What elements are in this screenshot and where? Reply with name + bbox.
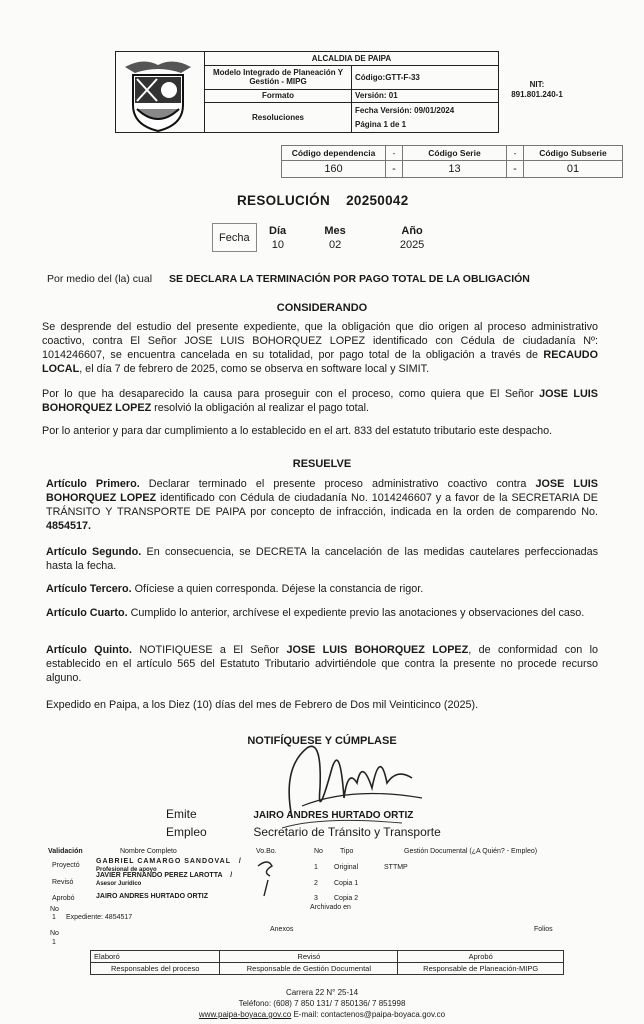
col-name: Nombre Completo [120, 848, 177, 855]
sep: - [507, 161, 524, 178]
copy-1-type: Original [334, 864, 359, 871]
entity-name: ALCALDIA DE PAIPA [205, 52, 499, 66]
considerando-p3: Por lo anterior y para dar cumplimiento a lo establecido en el art. 833 del estatuto tributario este despacho. [42, 425, 553, 437]
issuer-position: Secretario de Tránsito y Transporte [253, 825, 441, 839]
copy-3-no: 3 [314, 895, 318, 902]
month-label: Mes [324, 224, 346, 237]
article-3-text: Ofíciese a quien corresponda. Déjese la constancia de rigor. [131, 583, 424, 595]
reviso-name: JAVIER FERNANDO PEREZ LAROTTA [96, 872, 223, 879]
anexos-label: Anexos [270, 926, 294, 933]
copy-1-dest: STTMP [384, 864, 408, 871]
serie-code-label: Código Serie [403, 146, 507, 161]
col-tipo: Tipo [340, 848, 354, 855]
year-label: Año [401, 224, 423, 237]
resolution-title [237, 193, 409, 208]
empleo-label: Empleo [166, 825, 207, 839]
article-1 [46, 477, 598, 533]
article-1-name: JOSE LUIS BOHORQUEZ LOPEZ [46, 478, 599, 504]
issuer-block [166, 806, 496, 841]
nit-number: 891.801.240-1 [511, 90, 563, 99]
considerando-title: CONSIDERANDO [276, 302, 368, 314]
anexos-no-label: No [50, 930, 59, 937]
date-label: Fecha [213, 224, 257, 252]
article-5 [46, 643, 598, 685]
copy-2-type: Copia 1 [334, 880, 359, 887]
version-date-text: Fecha Versión: 09/01/2024 [355, 106, 455, 116]
reviso-value: Responsable de Gestión Documental [220, 963, 398, 975]
article-5-label: Artículo Quinto. [46, 644, 132, 656]
proyecto-name: GABRIEL CAMARGO SANDOVAL [96, 858, 231, 865]
reviso-role: Asesor Jurídico [96, 881, 142, 887]
classification-codes [281, 145, 623, 178]
issuer-name: JAIRO ANDRES HURTADO ORTIZ [253, 810, 414, 821]
considerando-p2 [42, 387, 598, 415]
col-no: No [314, 848, 323, 855]
nit-block [505, 80, 569, 100]
col-gestion: Gestión Documental (¿A Quién? - Empleo) [404, 848, 538, 855]
proyecto-role: Profesional de apoyo [96, 867, 157, 873]
subject-text: SE DECLARA LA TERMINACIÓN POR PAGO TOTAL DE LA OBLIGACIÓN [168, 273, 530, 285]
slash: / [238, 858, 241, 865]
archivado-label: Archivado en [310, 904, 351, 911]
approval-table [90, 950, 564, 975]
copy-2-no: 2 [314, 880, 318, 887]
col-vobo: Vo.Bo. [256, 848, 277, 855]
sep: - [386, 161, 403, 178]
vobo-initials [254, 858, 278, 898]
day-label: Día [269, 224, 287, 237]
copy-3-type: Copia 2 [334, 895, 359, 902]
doc-code: Código:GTT-F-33 [352, 65, 499, 89]
p2-text-end: resolvió la obligación al realizar el pago total. [151, 402, 370, 414]
reviso-label: Revisó [52, 879, 74, 886]
elaboro-value: Responsables del proceso [91, 963, 220, 975]
aprobo-name: JAIRO ANDRES HURTADO ORTIZ [96, 893, 208, 900]
anexos-no: 1 [52, 939, 56, 946]
dep-code: 160 [282, 161, 386, 178]
validation-title: Validación [48, 848, 83, 855]
exp-no-label: No [50, 906, 59, 913]
contact-footer [0, 987, 644, 1020]
article-4-label: Artículo Cuarto. [46, 607, 128, 619]
format-label: Formato [205, 89, 352, 103]
emite-label: Emite [166, 807, 197, 821]
phone: Teléfono: (608) 7 850 131/ 7 850136/ 7 851998 [238, 999, 406, 1008]
article-3 [46, 582, 598, 596]
doc-version-date [352, 103, 499, 133]
article-1-text: Declarar terminado el presente proceso administrativo coactivo contra [139, 478, 536, 490]
article-4-text: Cumplido lo anterior, archívese el expediente previo las anotaciones y observaciones del caso. [127, 607, 585, 619]
p2-text: Por lo que ha desaparecido la causa para proseguir con el proceso, como quiera que El Señor [42, 388, 540, 400]
aprobo-label: Aprobó [398, 951, 564, 963]
p1-bold: RECAUDO LOCAL [42, 349, 598, 375]
proyecto-label: Proyectó [52, 862, 80, 869]
nit-label: NIT: [529, 80, 545, 89]
website-link[interactable]: www.paipa-boyaca.gov.co [198, 1010, 292, 1019]
article-4 [46, 606, 598, 620]
article-2-label: Artículo Segundo. [46, 546, 142, 558]
subserie-code-label: Código Subserie [524, 146, 623, 161]
address: Carrera 22 N° 25-14 [285, 988, 359, 997]
article-5-text2: , de conformidad con lo establecido en el artículo 565 del Estatuto Tributario advirtiéndole que contra la presente no procede recurso alguno. [46, 644, 598, 684]
article-5-name: JOSE LUIS BOHORQUEZ LOPEZ [286, 644, 469, 656]
article-3-label: Artículo Tercero. [46, 583, 132, 595]
resolution-label: RESOLUCIÓN [237, 193, 331, 208]
resolution-number: 20250042 [346, 193, 409, 208]
p2-bold: JOSE LUIS BOHORQUEZ LOPEZ [42, 388, 599, 414]
expediente: Expediente: 4854517 [66, 914, 133, 921]
reviso-label: Revisó [220, 951, 398, 963]
reviso-person [96, 872, 232, 888]
year-value: 2025 [399, 238, 425, 251]
resuelve-title: RESUELVE [292, 458, 352, 470]
article-2 [46, 545, 598, 573]
article-1-text2: identificado con Cédula de ciudadanía No. 1014246607 y a favor de la SECRETARIA DE TRÁNSITO Y TRANSPORTE DE PAIPA por concepto de infracción, indicada en la orden de comparendo No. [46, 492, 599, 518]
considerando-p1 [42, 320, 598, 376]
dep-code-label: Código dependencia [282, 146, 386, 161]
aprobo-value: Responsable de Planeación-MIPG [398, 963, 564, 975]
article-5-text: NOTIFIQUESE a El Señor [131, 644, 287, 656]
month-value: 02 [328, 238, 342, 251]
document-header [115, 51, 499, 133]
article-1-ticket: 4854517. [46, 520, 92, 532]
day-value: 10 [271, 238, 284, 251]
expedido-line: Expedido en Paipa, a los Diez (10) días del mes de Febrero de Dos mil Veinticinco (2025). [46, 699, 479, 711]
slash: / [230, 872, 233, 879]
validation-block [48, 846, 608, 946]
page-count: Página 1 de 1 [355, 120, 407, 130]
logo-cell [116, 52, 205, 133]
subject-prefix: Por medio del (la) cual [47, 273, 153, 285]
sep: - [507, 146, 524, 161]
exp-no: 1 [52, 914, 56, 921]
serie-code: 13 [403, 161, 507, 178]
article-2-text: En consecuencia, se DECRETA la cancelación de las medidas cautelares perfeccionadas hasta la fecha. [46, 546, 598, 572]
folios-label: Folios [534, 926, 553, 933]
model-name: Modelo Integrado de Planeación Y Gestión - MIPG [205, 65, 352, 89]
doc-version: Versión: 01 [352, 89, 499, 103]
article-1-label: Artículo Primero. [46, 478, 140, 490]
subserie-code: 01 [524, 161, 623, 178]
p1-text-end: , el día 7 de febrero de 2025, como se observa en software local y SIMIT. [79, 363, 430, 375]
resolution-date [212, 223, 453, 252]
sep: - [386, 146, 403, 161]
p1-text: Se desprende del estudio del presente expediente, que la obligación que dio origen al proceso administrativo coactivo, contra El Señor JOSE LUIS BOHORQUEZ LOPEZ identificado con Cédula de ciudadanía Nº: 1014246607, se encuentra cancelada en su totalidad, por pago total de la obligación a través de [42, 321, 598, 361]
web-email-line [0, 1009, 644, 1020]
closing-formula: NOTIFÍQUESE Y CÚMPLASE [247, 735, 397, 747]
doc-type: Resoluciones [205, 103, 352, 133]
email: E-mail: contactenos@paipa-boyaca.gov.co [291, 1010, 446, 1019]
aprobo-label: Aprobó [52, 895, 75, 902]
subject-line [47, 273, 607, 285]
copy-1-no: 1 [314, 864, 318, 871]
elaboro-label: Elaboró [91, 951, 220, 963]
